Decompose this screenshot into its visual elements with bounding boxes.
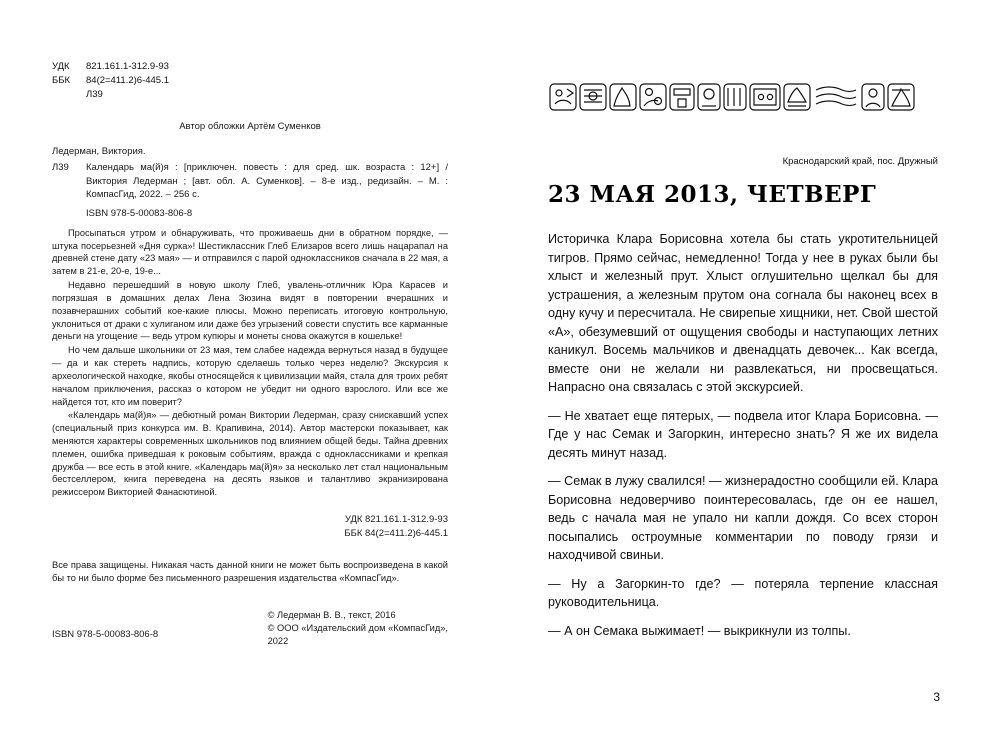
page-number: 3 bbox=[933, 690, 940, 704]
chapter-title: 23 МАЯ 2013, ЧЕТВЕРГ bbox=[548, 181, 877, 208]
annotation-paragraph: Просыпаться утром и обнаруживать, что проживаешь дни в обратном порядке, — штука посерьезней «Дня сурка»! Шестиклассник Глеб Елизаров всего лишь нацарапал на древней стене дату «23 мая» — и отправился с парой одноклассников сначала в 22 мая, а затем в 21-е, 20-е, 19-е... bbox=[52, 227, 448, 277]
udk-code-repeat: УДК 821.161.1-312.9-93 bbox=[344, 514, 448, 526]
bbk-row bbox=[52, 74, 448, 88]
annotation-paragraph: Но чем дальше школьники от 23 мая, тем слабее надежда вернуться назад в будущее — да и как стереть надпись, которую сделаешь только через неделю? Экскурсия к археологической находке, якобы относящейся к цивилизации майя, стала для троих ребят началом приключения, рассказ о котором не убедит ни одного взрослого. Или все же найдется тот, кто им поверит? bbox=[52, 345, 448, 407]
annotation-paragraph: Недавно перешедший в новую школу Глеб, увалень-отличник Юра Карасев и погрязшая в домашних делах Лена Зюзина видят в повторении вчерашних и позавчерашних событий кое-какие плюсы. Можно переписать итоговую контрольную, уклониться от драки с хулиганом или даже без угрызений совести спустить все карманные деньги на угощение — ведь утром купюры и монеты снова окажутся в кошельке! bbox=[52, 280, 448, 342]
copyright-line: 2022 bbox=[267, 635, 289, 646]
right-page-chapter bbox=[500, 0, 1000, 750]
copyright-line: © ООО «Издательский дом «КомпасГид», bbox=[267, 622, 448, 633]
classification-codes-repeat bbox=[52, 513, 448, 541]
cip-text: Календарь ма(й)я : [приключен. повесть : для сред. шк. возраста : 12+] / Виктория Ледерман ; [авт. обл. А. Суменков]. – 8-е изд., редизайн. – М. : КомпасГид, 2022. – 256 с. bbox=[86, 162, 448, 201]
cip-record bbox=[52, 161, 448, 201]
cip-sigla: Л39 bbox=[52, 162, 69, 174]
udk-value: 821.161.1-312.9-93 bbox=[86, 61, 169, 72]
shelf-code: Л39 bbox=[86, 88, 103, 100]
copyright-block bbox=[268, 609, 448, 648]
body-paragraph: — Семак в лужу свалился! — жизнерадостно сообщили ей. Клара Борисовна недоверчиво поинтересовалась, где он ее нашел, ведь с начала мая не упало ни капли дождя. Со всех сторон посыпались остроумные комментарии по поводу грязи и находчивой свиньи. bbox=[548, 474, 938, 562]
body-paragraph: — Не хватает еще пятерых, — подвела итог Клара Борисовна. — Где у нас Семак и Загоркин, интересно знать? Я же их видела десять минут назад. bbox=[548, 408, 938, 460]
author-name: Ледерман, Виктория. bbox=[52, 146, 146, 158]
bbk-label: ББК bbox=[52, 74, 71, 86]
bbk-value: 84(2=411.2)6-445.1 bbox=[86, 74, 170, 86]
rights-notice: Все права защищены. Никакая часть данной книги не может быть воспроизведена в какой бы то ни было форме без письменного разрешения издательства «КомпасГид». bbox=[52, 559, 448, 583]
annotation-paragraph: «Календарь ма(й)я» — дебютный роман Виктории Ледерман, сразу снискавший успех (специальный приз конкурса им. В. Крапивина, 2014). Автор мастерски показывает, как меняются характеры современных школьников под влиянием общей беды. Тайна древних племен, ошибка приведшая к роковым событиям, вражда с одноклассниками и крепкая дружба — все есть в этой книге. «Календарь ма(й)я» за несколько лет стал национальным бестселлером, книга переведена на десять языков и талантливо экранизирована режиссером Викторией Фанасютиной. bbox=[52, 410, 448, 498]
isbn-bottom: ISBN 978-5-00083-806-8 bbox=[52, 628, 159, 640]
bbk-code-repeat: ББК 84(2=411.2)6-445.1 bbox=[344, 527, 448, 539]
maya-glyph-ornament-icon bbox=[548, 80, 928, 114]
location-line: Краснодарский край, пос. Дружный bbox=[782, 156, 938, 167]
isbn-top: ISBN 978-5-00083-806-8 bbox=[86, 207, 193, 219]
cover-author-credit: Автор обложки Артём Суменков bbox=[179, 121, 321, 133]
udk-label: УДК bbox=[52, 61, 70, 72]
classification-block bbox=[52, 60, 448, 101]
copyright-line: © Ледерман В. В., текст, 2016 bbox=[267, 609, 396, 620]
udk-row bbox=[52, 60, 448, 74]
body-paragraph: — А он Семака выжимает! — выкрикнули из толпы. bbox=[548, 623, 851, 638]
body-paragraph: — Ну а Загоркин-то где? — потеряла терпение классная руководительница. bbox=[548, 576, 938, 609]
isbn-copyright-row bbox=[52, 609, 448, 648]
body-paragraph: Историчка Клара Борисовна хотела бы стать укротительницей тигров. Прямо сейчас, немедленно! Тогда у нее в руках были бы хлыст и железный прут. Хлыст оглушительно щелкал бы для устрашения, а железным прутом она согнала бы наконец всех в одну кучу и пересчитала. Не свирепые хищники, нет. Свой шестой «А», обезумевший от ощущения свободы и наступающих летних каникул. Восемь мальчиков и двенадцать девочек... Как всегда, вместе они не желали ни развлекаться, ни просвещаться. Напрасно она связалась с этой экскурсией. bbox=[548, 232, 938, 394]
